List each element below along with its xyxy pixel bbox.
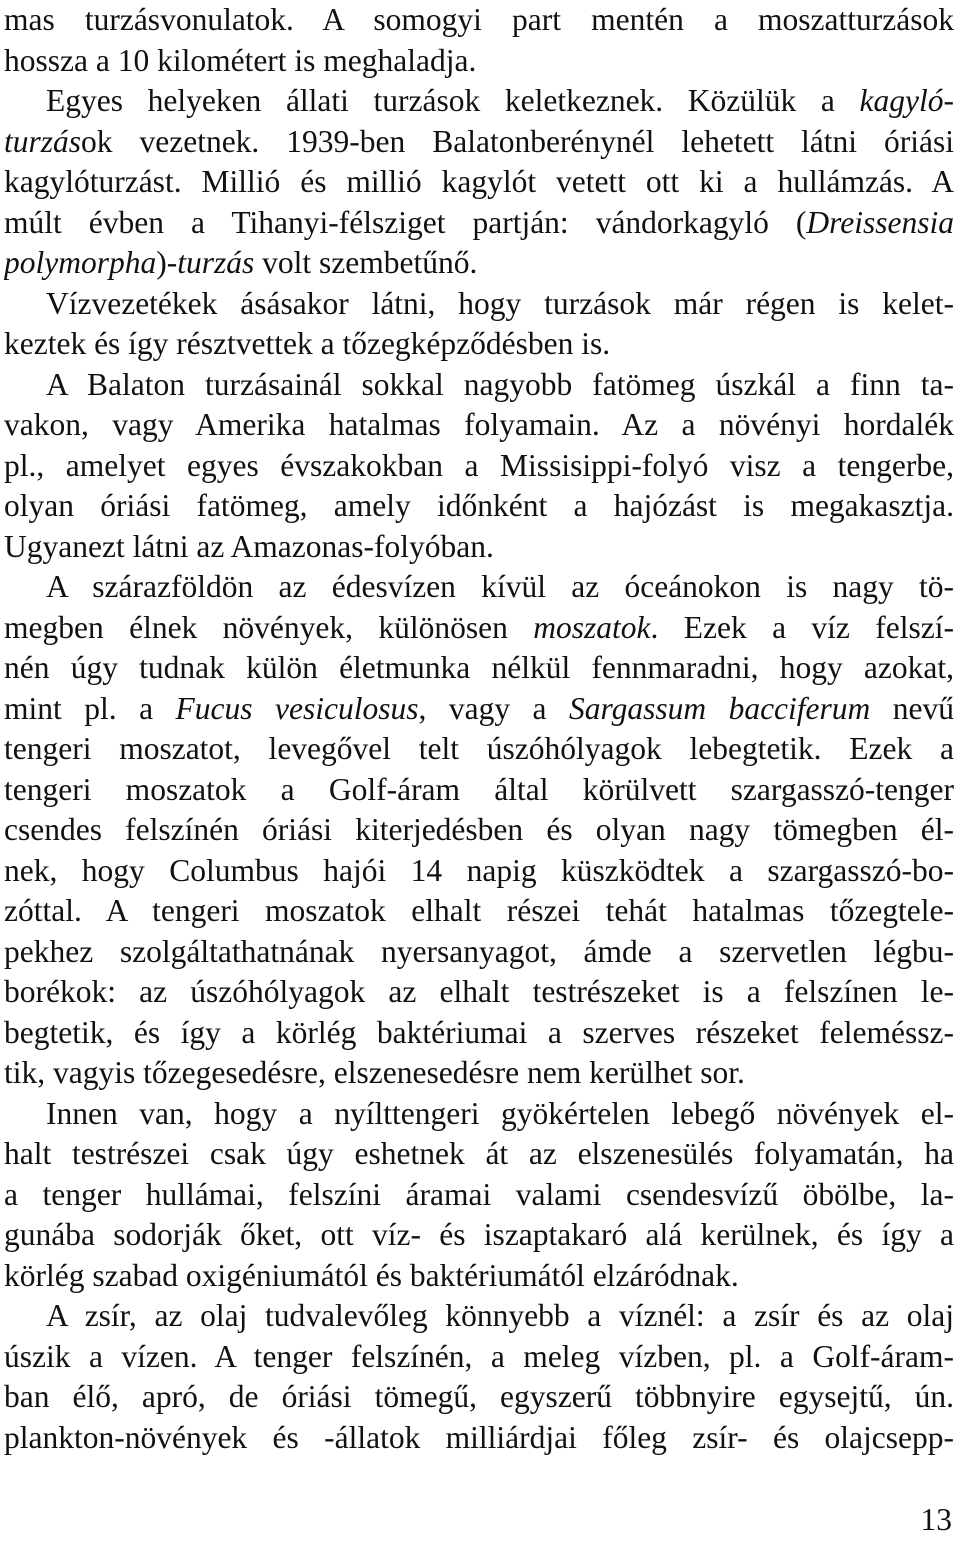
text-segment: plankton-növények és -állatok milliárdjai főleg zsír- és olajcsepp- xyxy=(4,1419,954,1455)
text-line xyxy=(4,932,954,973)
text-segment: tengeri moszatot, levegővel telt úszóhólyagok lebegtetik. Ezek a xyxy=(4,731,954,766)
text-line xyxy=(4,162,954,203)
text-line xyxy=(4,1337,954,1378)
text-segment: tengeri moszatok a Golf-áram által körülvett szargasszó-tenger xyxy=(4,771,954,807)
text-line xyxy=(4,527,954,568)
italic-term: moszatok xyxy=(533,609,651,645)
text-segment: tik, vagyis tőzegesedésre, elszenesedésre nem kerülhet sor. xyxy=(4,1055,745,1090)
text-line xyxy=(4,608,954,649)
text-segment: ok vezetnek. 1939-ben Balatonberénynél lehetett látni óriási xyxy=(81,123,954,159)
text-segment: Innen van, hogy a nyílttengeri gyökértelen lebegő növények el- xyxy=(46,1095,954,1131)
text-segment: ban élő, apró, de óriási tömegű, egyszerű többnyire egysejtű, ún. xyxy=(4,1379,954,1414)
italic-term: turzás xyxy=(177,245,255,280)
text-line xyxy=(4,1296,954,1337)
text-segment: begtetik, és így a körlég baktériumai a szerves részeket feleméssz- xyxy=(4,1014,954,1050)
text-segment: A Balaton turzásainál sokkal nagyobb fatömeg úszkál a finn ta- xyxy=(46,366,954,402)
text-segment: pl., amelyet egyes évszakokban a Missisippi-folyó visz a tengerbe, xyxy=(4,447,954,483)
text-line xyxy=(4,81,954,122)
text-segment: )- xyxy=(156,245,178,280)
text-segment: . Ezek a víz felszí- xyxy=(650,609,954,645)
text-line xyxy=(4,891,954,932)
text-segment: hossza a 10 kilométert is meghaladja. xyxy=(4,42,477,78)
text-segment: halt testrészei csak úgy eshetnek át az elszenesülés folyamatán, ha xyxy=(4,1136,954,1171)
text-line xyxy=(4,122,954,163)
text-line xyxy=(4,1175,954,1216)
text-segment: kagylóturzást. Millió és millió kagylót vetett ott ki a hullámzás. A xyxy=(4,164,954,199)
text-segment: Egyes helyeken állati turzások keletkeznek. Közülük a xyxy=(46,83,860,118)
text-segment: körlég szabad oxigéniumától és baktériumától elzáródnak. xyxy=(4,1257,739,1293)
text-segment: nén úgy tudnak külön életmunka nélkül fennmaradni, hogy azokat, xyxy=(4,650,954,685)
text-segment: nek, hogy Columbus hajói 14 napig küszködtek a szargasszó-bo- xyxy=(4,852,954,888)
text-line xyxy=(4,689,954,730)
text-line xyxy=(4,810,954,851)
text-line xyxy=(4,1418,954,1459)
italic-term: polymorpha xyxy=(4,245,157,280)
text-line xyxy=(4,851,954,892)
page-text-body xyxy=(4,0,954,1458)
text-segment: mas turzásvonulatok. A somogyi part mentén a moszatturzások xyxy=(4,2,954,37)
text-line xyxy=(4,1377,954,1418)
text-segment: Vízvezetékek ásásakor látni, hogy turzások már régen is kelet- xyxy=(46,285,954,321)
text-line xyxy=(4,41,954,82)
text-line xyxy=(4,1134,954,1175)
text-line xyxy=(4,1053,954,1094)
italic-term: Fucus vesiculosus xyxy=(175,690,419,726)
italic-term: Sargassum bacciferum xyxy=(569,690,871,726)
text-line xyxy=(4,486,954,527)
text-segment: a tenger hullámai, felszíni áramai valami csendesvízű öbölbe, la- xyxy=(4,1176,954,1212)
text-line xyxy=(4,729,954,770)
text-segment: borékok: az úszóhólyagok az elhalt testrészeket is a felszínen le- xyxy=(4,974,954,1009)
text-line xyxy=(4,1256,954,1297)
text-segment: úszik a vízen. A tenger felszínén, a meleg vízben, pl. a Golf-áram- xyxy=(4,1338,954,1374)
text-segment: , vagy a xyxy=(418,690,569,726)
text-segment: nevű xyxy=(870,690,954,726)
italic-term: kagyló- xyxy=(859,83,954,118)
text-line xyxy=(4,203,954,244)
text-segment: vakon, vagy Amerika hatalmas folyamain. Az a növényi hordalék xyxy=(4,407,954,442)
text-line xyxy=(4,243,954,284)
text-line xyxy=(4,770,954,811)
italic-term: Dreissensia xyxy=(806,204,954,240)
text-segment: olyan óriási fatömeg, amely időnként a hajózást is megakasztja. xyxy=(4,488,954,523)
text-segment: A szárazföldön az édesvízen kívül az óceánokon is nagy tö- xyxy=(46,569,954,604)
text-line xyxy=(4,1215,954,1256)
text-line xyxy=(4,324,954,365)
text-segment: A zsír, az olaj tudvalevőleg könnyebb a víznél: a zsír és az olaj xyxy=(46,1298,954,1333)
italic-term: turzás xyxy=(4,123,82,159)
text-line xyxy=(4,0,954,41)
text-line xyxy=(4,972,954,1013)
text-segment: pekhez szolgáltathatnának nyersanyagot, ámde a szervetlen légbu- xyxy=(4,933,954,969)
text-line xyxy=(4,1094,954,1135)
text-segment: zóttal. A tengeri moszatok elhalt részei tehát hatalmas tőzegtele- xyxy=(4,893,954,928)
text-line xyxy=(4,1013,954,1054)
text-line xyxy=(4,405,954,446)
text-segment: volt szembetűnő. xyxy=(254,245,478,280)
text-line xyxy=(4,284,954,325)
text-line xyxy=(4,446,954,487)
text-segment: gunába sodorják őket, ott víz- és iszaptakaró alá kerülnek, és így a xyxy=(4,1217,954,1252)
page-number: 13 xyxy=(920,1502,952,1537)
text-line xyxy=(4,567,954,608)
text-segment: múlt évben a Tihanyi-félsziget partján: vándorkagyló ( xyxy=(4,204,807,240)
text-line xyxy=(4,365,954,406)
text-line xyxy=(4,648,954,689)
text-segment: mint pl. a xyxy=(4,690,176,726)
text-segment: megben élnek növények, különösen xyxy=(4,609,534,645)
text-segment: Ugyanezt látni az Amazonas-folyóban. xyxy=(4,528,494,564)
text-segment: csendes felszínén óriási kiterjedésben és olyan nagy tömegben él- xyxy=(4,812,954,847)
text-segment: keztek és így résztvettek a tőzegképződésben is. xyxy=(4,326,611,361)
